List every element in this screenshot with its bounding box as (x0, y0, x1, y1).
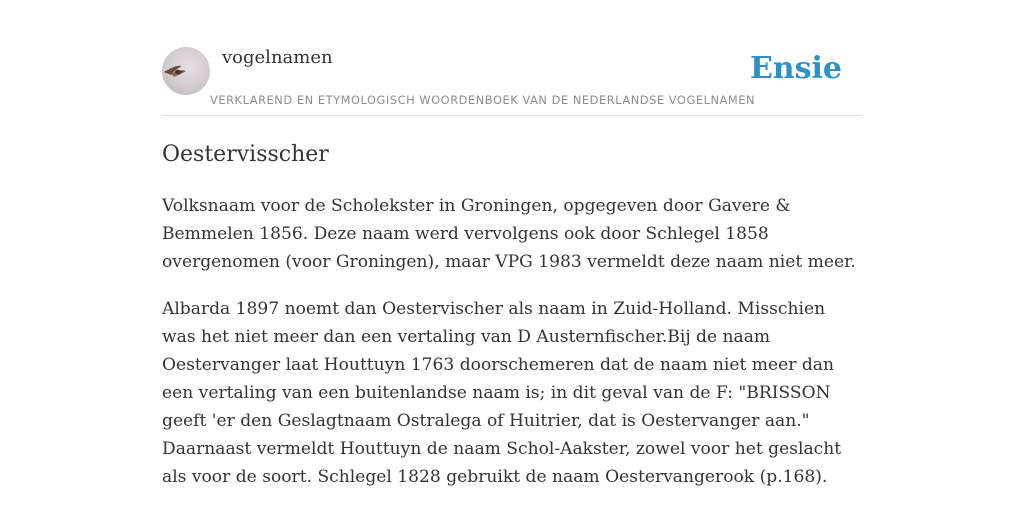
site-name[interactable]: vogelnamen (222, 47, 333, 68)
entry-paragraph: Volksnaam voor de Scholekster in Groningen, opgegeven door Gavere & Bemmelen 1856. Deze naam werd vervolgens ook door Schlegel 1858 overgenomen (voor Groningen), maar VPG 1983 vermeldt deze naam niet meer. (162, 196, 856, 272)
entry-content (162, 138, 862, 491)
bird-photo-icon (162, 47, 210, 95)
site-subtitle: VERKLAREND EN ETYMOLOGISCH WOORDENBOEK VAN DE NEDERLANDSE VOGELNAMEN (210, 93, 756, 107)
entry-title: Oestervisscher (162, 142, 329, 167)
site-header (162, 46, 862, 116)
entry-paragraph: Albarda 1897 noemt dan Oestervischer als naam in Zuid-Holland. Misschien was het niet meer dan een vertaling van D Austernfischer.Bij de naam Oestervanger laat Houttuyn 1763 doorschemeren dat de naam niet meer dan een vertaling van een buitenlandse naam is; in dit geval van de F: "BRISSON geeft 'er den Geslagtnaam Ostralega of Huitrier, dat is Oestervanger aan." Daarnaast vermeldt Houttuyn de naam Schol-Aakster, zowel voor het geslacht als voor de soort. Schlegel 1828 gebruikt de naam Oestervangerook (p.168). (162, 299, 842, 487)
avatar[interactable] (162, 47, 210, 95)
ensie-logo-link[interactable]: Ensie (749, 51, 842, 86)
